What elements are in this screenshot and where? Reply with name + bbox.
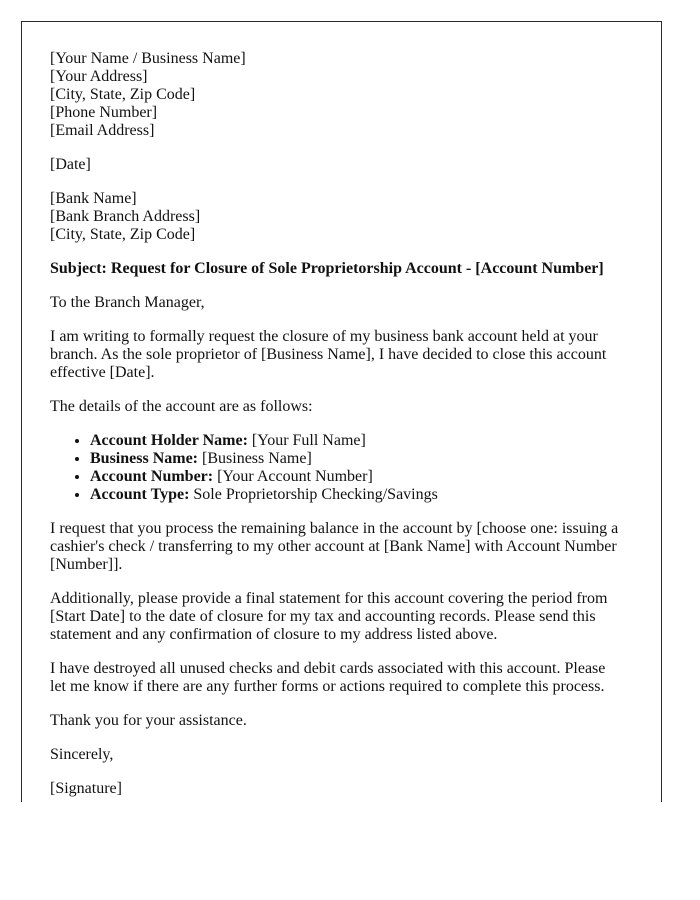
detail-value: [Business Name] — [202, 450, 312, 467]
detail-account-holder-name — [90, 432, 621, 450]
sender-address-line: [Your Address] — [50, 68, 148, 85]
sender-phone-line: [Phone Number] — [50, 104, 158, 121]
intro-paragraph: I am writing to formally request the closure of my business bank account held at your branch. As the sole proprietor of [Business Name], I have decided to close this account effective [Date]. — [50, 328, 607, 381]
sender-address-block — [50, 50, 621, 140]
details-intro-line: The details of the account are as follows: — [50, 398, 313, 415]
account-details-list — [50, 432, 621, 504]
detail-label: Account Number: — [90, 468, 214, 485]
detail-label: Account Type: — [90, 486, 190, 503]
closing-line: Sincerely, — [50, 746, 114, 763]
subject-line: Subject: Request for Closure of Sole Proprietorship Account - [Account Number] — [50, 260, 604, 277]
bank-name-line: [Bank Name] — [50, 190, 137, 207]
checks-paragraph: I have destroyed all unused checks and debit cards associated with this account. Please let me know if there are any further forms or actions required to complete this process. — [50, 660, 606, 695]
detail-value: Sole Proprietorship Checking/Savings — [193, 486, 438, 503]
recipient-address-block — [50, 190, 621, 244]
detail-account-number — [90, 468, 621, 486]
sender-name-line: [Your Name / Business Name] — [50, 50, 246, 67]
detail-label: Business Name: — [90, 450, 199, 467]
detail-value: [Your Full Name] — [251, 432, 366, 449]
salutation-line: To the Branch Manager, — [50, 294, 205, 311]
detail-business-name — [90, 450, 621, 468]
detail-value: [Your Account Number] — [217, 468, 373, 485]
sender-email-line: [Email Address] — [50, 122, 155, 139]
detail-account-type — [90, 486, 621, 504]
signature-line: [Signature] — [50, 780, 122, 797]
balance-paragraph: I request that you process the remaining balance in the account by [choose one: issuing a cashier's check / transferring to my other account at [Bank Name] with Account Number [Number]]. — [50, 520, 619, 573]
statement-paragraph: Additionally, please provide a final statement for this account covering the period from [Start Date] to the date of closure for my tax and accounting records. Please send this statement and any confirmation of closure to my address listed above. — [50, 590, 608, 643]
thanks-line: Thank you for your assistance. — [50, 712, 247, 729]
sender-city-line: [City, State, Zip Code] — [50, 86, 196, 103]
bank-branch-address-line: [Bank Branch Address] — [50, 208, 201, 225]
detail-label: Account Holder Name: — [90, 432, 248, 449]
letter-page — [21, 21, 662, 802]
date-line: [Date] — [50, 156, 91, 173]
bank-city-line: [City, State, Zip Code] — [50, 226, 196, 243]
